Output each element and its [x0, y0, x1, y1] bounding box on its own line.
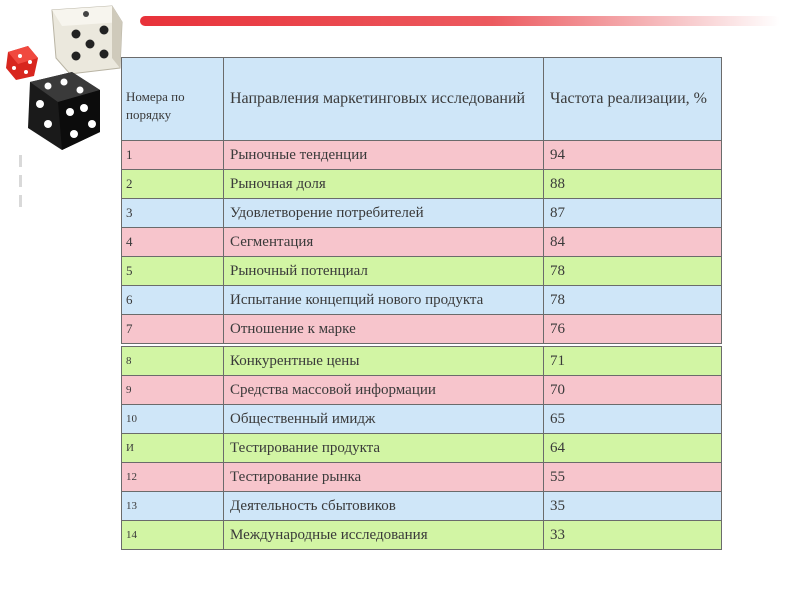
table-row: [122, 228, 722, 257]
table-row: [122, 315, 722, 344]
table-header-row: [122, 58, 722, 141]
table-row: [122, 492, 722, 521]
row-frequency: 64: [544, 434, 722, 463]
decorative-dash: [19, 155, 22, 167]
white-die-icon: [52, 6, 122, 74]
row-num: 12: [122, 463, 224, 492]
table-row: [122, 521, 722, 550]
table-row: [122, 405, 722, 434]
row-direction: Рыночный потенциал: [224, 257, 544, 286]
row-frequency: 84: [544, 228, 722, 257]
table-row: [122, 257, 722, 286]
row-num: 5: [122, 257, 224, 286]
row-frequency: 88: [544, 170, 722, 199]
dice-image: [0, 0, 140, 160]
black-die-icon: [28, 72, 100, 150]
row-direction: Международные исследования: [224, 521, 544, 550]
row-frequency: 94: [544, 141, 722, 170]
row-frequency: 70: [544, 376, 722, 405]
row-direction: Конкурентные цены: [224, 347, 544, 376]
row-num: 6: [122, 286, 224, 315]
row-direction: Тестирование продукта: [224, 434, 544, 463]
row-direction: Сегментация: [224, 228, 544, 257]
table-row: [122, 141, 722, 170]
row-frequency: 87: [544, 199, 722, 228]
header-direction: Направления маркетинговых исследований: [224, 58, 544, 141]
row-num: И: [122, 434, 224, 463]
decorative-dash: [19, 195, 22, 207]
row-direction: Деятельность сбытовиков: [224, 492, 544, 521]
table-row: [122, 376, 722, 405]
decorative-dash: [19, 175, 22, 187]
table-row: [122, 199, 722, 228]
row-num: 2: [122, 170, 224, 199]
table-row: [122, 463, 722, 492]
row-direction: Тестирование рынка: [224, 463, 544, 492]
row-frequency: 71: [544, 347, 722, 376]
table-row: [122, 347, 722, 376]
row-num: 14: [122, 521, 224, 550]
row-num: 8: [122, 347, 224, 376]
table-row: [122, 434, 722, 463]
row-direction: Испытание концепций нового продукта: [224, 286, 544, 315]
header-frequency: Частота реализации, %: [544, 58, 722, 141]
row-direction: Отношение к марке: [224, 315, 544, 344]
row-frequency: 78: [544, 286, 722, 315]
row-num: 10: [122, 405, 224, 434]
header-num: Номера по порядку: [122, 58, 224, 141]
table-row: [122, 170, 722, 199]
marketing-research-table: [121, 57, 721, 550]
table-row: [122, 286, 722, 315]
row-frequency: 35: [544, 492, 722, 521]
row-frequency: 78: [544, 257, 722, 286]
row-frequency: 76: [544, 315, 722, 344]
row-direction: Средства массовой информации: [224, 376, 544, 405]
decorative-top-bar: [140, 16, 780, 26]
red-die-icon: [6, 46, 38, 80]
row-num: 7: [122, 315, 224, 344]
row-num: 1: [122, 141, 224, 170]
row-num: 3: [122, 199, 224, 228]
row-direction: Рыночные тенденции: [224, 141, 544, 170]
row-direction: Рыночная доля: [224, 170, 544, 199]
row-num: 13: [122, 492, 224, 521]
row-direction: Общественный имидж: [224, 405, 544, 434]
row-direction: Удовлетворение потребителей: [224, 199, 544, 228]
row-frequency: 33: [544, 521, 722, 550]
row-frequency: 65: [544, 405, 722, 434]
row-num: 4: [122, 228, 224, 257]
row-frequency: 55: [544, 463, 722, 492]
row-num: 9: [122, 376, 224, 405]
